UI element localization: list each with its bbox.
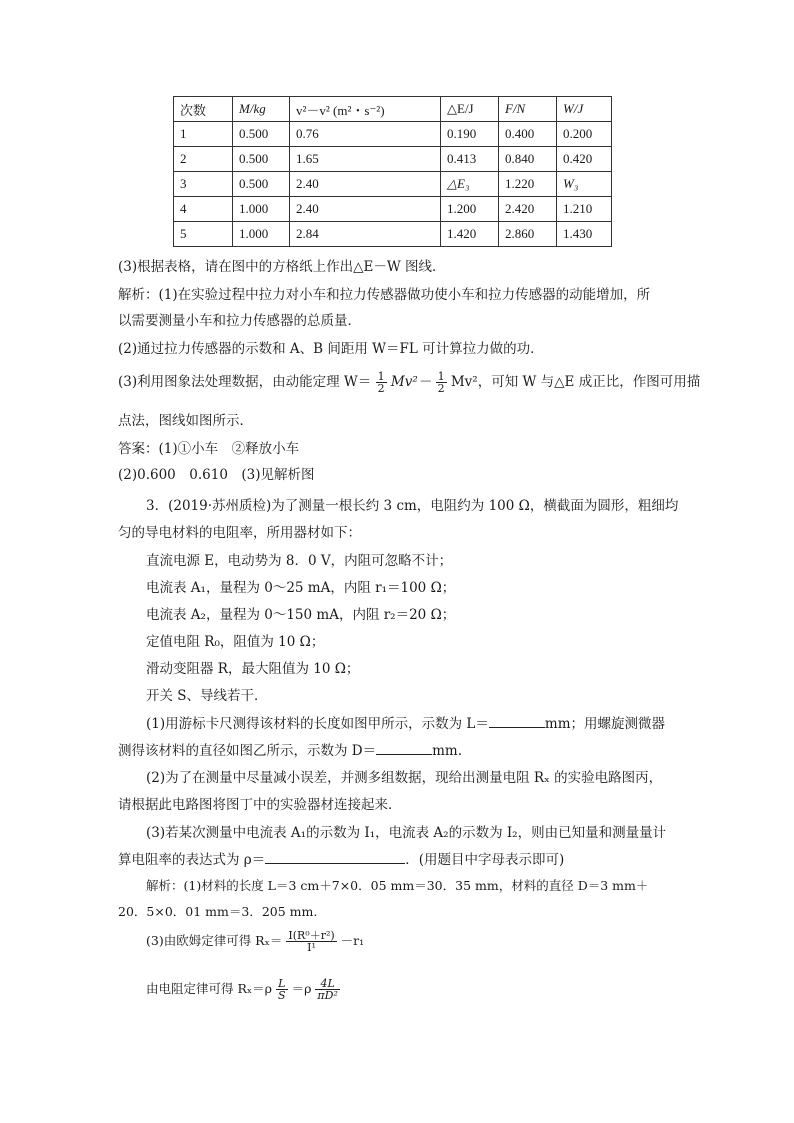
table-cell: 2.420	[499, 197, 557, 222]
question-3-prompt: (3)根据表格，请在图中的方格纸上作出△E－W 图线．	[118, 259, 446, 275]
question-text: mm.	[432, 743, 463, 759]
question-line	[118, 739, 462, 759]
table-row	[174, 122, 612, 147]
table-cell: 1.220	[499, 172, 557, 197]
table-cell: 2	[174, 147, 233, 172]
fraction-denominator: πD²	[317, 989, 338, 1002]
answer-blank	[376, 740, 432, 755]
fraction-ohm	[286, 930, 336, 953]
table-cell: 1.200	[441, 197, 499, 222]
table-cell: 2.40	[290, 172, 441, 197]
solution-line: 解析：(1)材料的长度 L＝3 cm＋7×0．05 mm＝30．35 mm，材料的直径 D＝3 mm＋	[146, 878, 649, 893]
header-cell: W/J	[557, 97, 612, 122]
question-text: ．(用题目中字母表示即可)	[405, 852, 565, 868]
analysis-line: 点法，图线如图所示．	[118, 413, 253, 429]
formula-text: 由电阻定律可得 Rₓ＝ρ	[146, 981, 273, 996]
table-cell: 2.84	[290, 222, 441, 247]
answer-blank	[265, 849, 405, 864]
solution-formula-line	[146, 930, 364, 953]
fraction-denominator: 2	[437, 382, 445, 395]
table-cell: 0.400	[499, 122, 557, 147]
equipment-item: 电流表 A₂，量程为 0～150 mA，内阻 r₂＝20 Ω；	[146, 607, 456, 623]
analysis-line: 解析：(1)在实验过程中拉力对小车和拉力传感器做功使小车和拉力传感器的动能增加，所	[118, 287, 651, 303]
table-header-row	[174, 97, 612, 122]
table-row	[174, 172, 612, 197]
data-table	[173, 96, 612, 247]
equipment-item: 开关 S、导线若干．	[146, 688, 268, 704]
fraction-denominator: 2	[377, 382, 385, 395]
formula-text: ＝ρ	[291, 981, 312, 996]
table-cell: 1.65	[290, 147, 441, 172]
fraction-l-over-s	[276, 978, 288, 1001]
table-row	[174, 222, 612, 247]
table-cell: 1.210	[557, 197, 612, 222]
table-cell: 0.190	[441, 122, 499, 147]
table-cell: 0.840	[499, 147, 557, 172]
table-cell: 1.000	[233, 222, 290, 247]
fraction-numerator: 1	[377, 370, 385, 383]
answer-line: (2)0.600 0.610 (3)见解析图	[118, 467, 315, 483]
analysis-formula-line	[118, 370, 700, 394]
table-cell: 0.413	[441, 147, 499, 172]
question-line: 请根据此电路图将图丁中的实验器材连接起来．	[118, 797, 402, 813]
question-line	[118, 848, 564, 868]
fraction-4l-over-pid2	[315, 978, 339, 1001]
header-cell: △E/J	[441, 97, 499, 122]
table-cell: 0.420	[557, 147, 612, 172]
question-line: (3)若某次测量中电流表 A₁的示数为 I₁，电流表 A₂的示数为 I₂，则由已知量和测量量计	[146, 825, 667, 841]
table-cell: 1	[174, 122, 233, 147]
formula-text: Mv²－	[390, 374, 432, 390]
equipment-item: 直流电源 E，电动势为 8．0 V，内阻可忽略不计；	[146, 553, 453, 569]
equipment-item: 定值电阻 R₀，阻值为 10 Ω；	[146, 634, 325, 650]
question-text: (1)用游标卡尺测得该材料的长度如图甲所示，示数为 L＝	[146, 716, 489, 732]
table-cell: W₃	[557, 172, 612, 197]
fraction-half	[436, 371, 447, 394]
solution-line: 20．5×0．01 mm＝3．205 mm.	[118, 904, 318, 919]
fraction-numerator: 1	[437, 370, 445, 383]
table-cell: 1.420	[441, 222, 499, 247]
fraction-numerator: I(R⁰＋r²)	[288, 929, 335, 942]
formula-text: (3)利用图象法处理数据，由动能定理 W＝	[118, 374, 372, 390]
answer-line: 答案：(1)①小车 ②释放小车	[118, 441, 300, 457]
table-cell: 0.76	[290, 122, 441, 147]
question-line: (2)为了在测量中尽量减小误差，并测多组数据，现给出测量电阻 Rₓ 的实验电路图丙，	[146, 770, 663, 786]
header-cell: 次数	[174, 97, 233, 122]
table-cell: 1.000	[233, 197, 290, 222]
equipment-item: 滑动变阻器 R，最大阻值为 10 Ω；	[146, 661, 360, 677]
problem-3-intro: 匀的导电材料的电阻率，所用器材如下：	[118, 525, 361, 541]
formula-text: Mv²，可知 W 与△E 成正比，作图可用描	[450, 374, 701, 390]
answer-blank	[489, 713, 545, 728]
solution-formula-line	[146, 978, 340, 1001]
table-cell: 3	[174, 172, 233, 197]
question-text: 测得该材料的直径如图乙所示，示数为 D＝	[118, 743, 377, 759]
question-line	[146, 712, 665, 732]
header-cell: M/kg	[233, 97, 290, 122]
table-cell: 0.200	[557, 122, 612, 147]
table-cell: 2.860	[499, 222, 557, 247]
fraction-denominator: S	[278, 989, 286, 1002]
question-text: mm；用螺旋测微器	[544, 716, 665, 732]
table-cell: 1.430	[557, 222, 612, 247]
table-cell: 0.500	[233, 147, 290, 172]
fraction-numerator: 4L	[315, 978, 339, 990]
table-row	[174, 197, 612, 222]
formula-text: －r₁	[340, 933, 365, 948]
fraction-half	[376, 371, 387, 394]
fraction-numerator: L	[276, 978, 288, 990]
fraction-denominator: I¹	[307, 941, 316, 954]
analysis-line: (2)通过拉力传感器的示数和 A、B 间距用 W＝FL 可计算拉力做的功．	[118, 341, 544, 357]
question-text: 算电阻率的表达式为 ρ＝	[118, 852, 266, 868]
table-cell: 0.500	[233, 122, 290, 147]
table-cell: 4	[174, 197, 233, 222]
analysis-line: 以需要测量小车和拉力传感器的总质量．	[118, 313, 361, 329]
table-cell: 5	[174, 222, 233, 247]
formula-text: (3)由欧姆定律可得 Rₓ＝	[146, 933, 283, 948]
header-cell: v²－v² (m²・s⁻²)	[290, 97, 441, 122]
equipment-item: 电流表 A₁，量程为 0～25 mA，内阻 r₁＝100 Ω；	[146, 580, 456, 596]
problem-3-intro: 3．(2019·苏州质检)为了测量一根长约 3 cm，电阻约为 100 Ω，横截面为圆形，粗细均	[146, 498, 679, 514]
table-cell: △E₃	[441, 172, 499, 197]
header-cell: F/N	[499, 97, 557, 122]
table-cell: 2.40	[290, 197, 441, 222]
table-cell: 0.500	[233, 172, 290, 197]
table-row	[174, 147, 612, 172]
